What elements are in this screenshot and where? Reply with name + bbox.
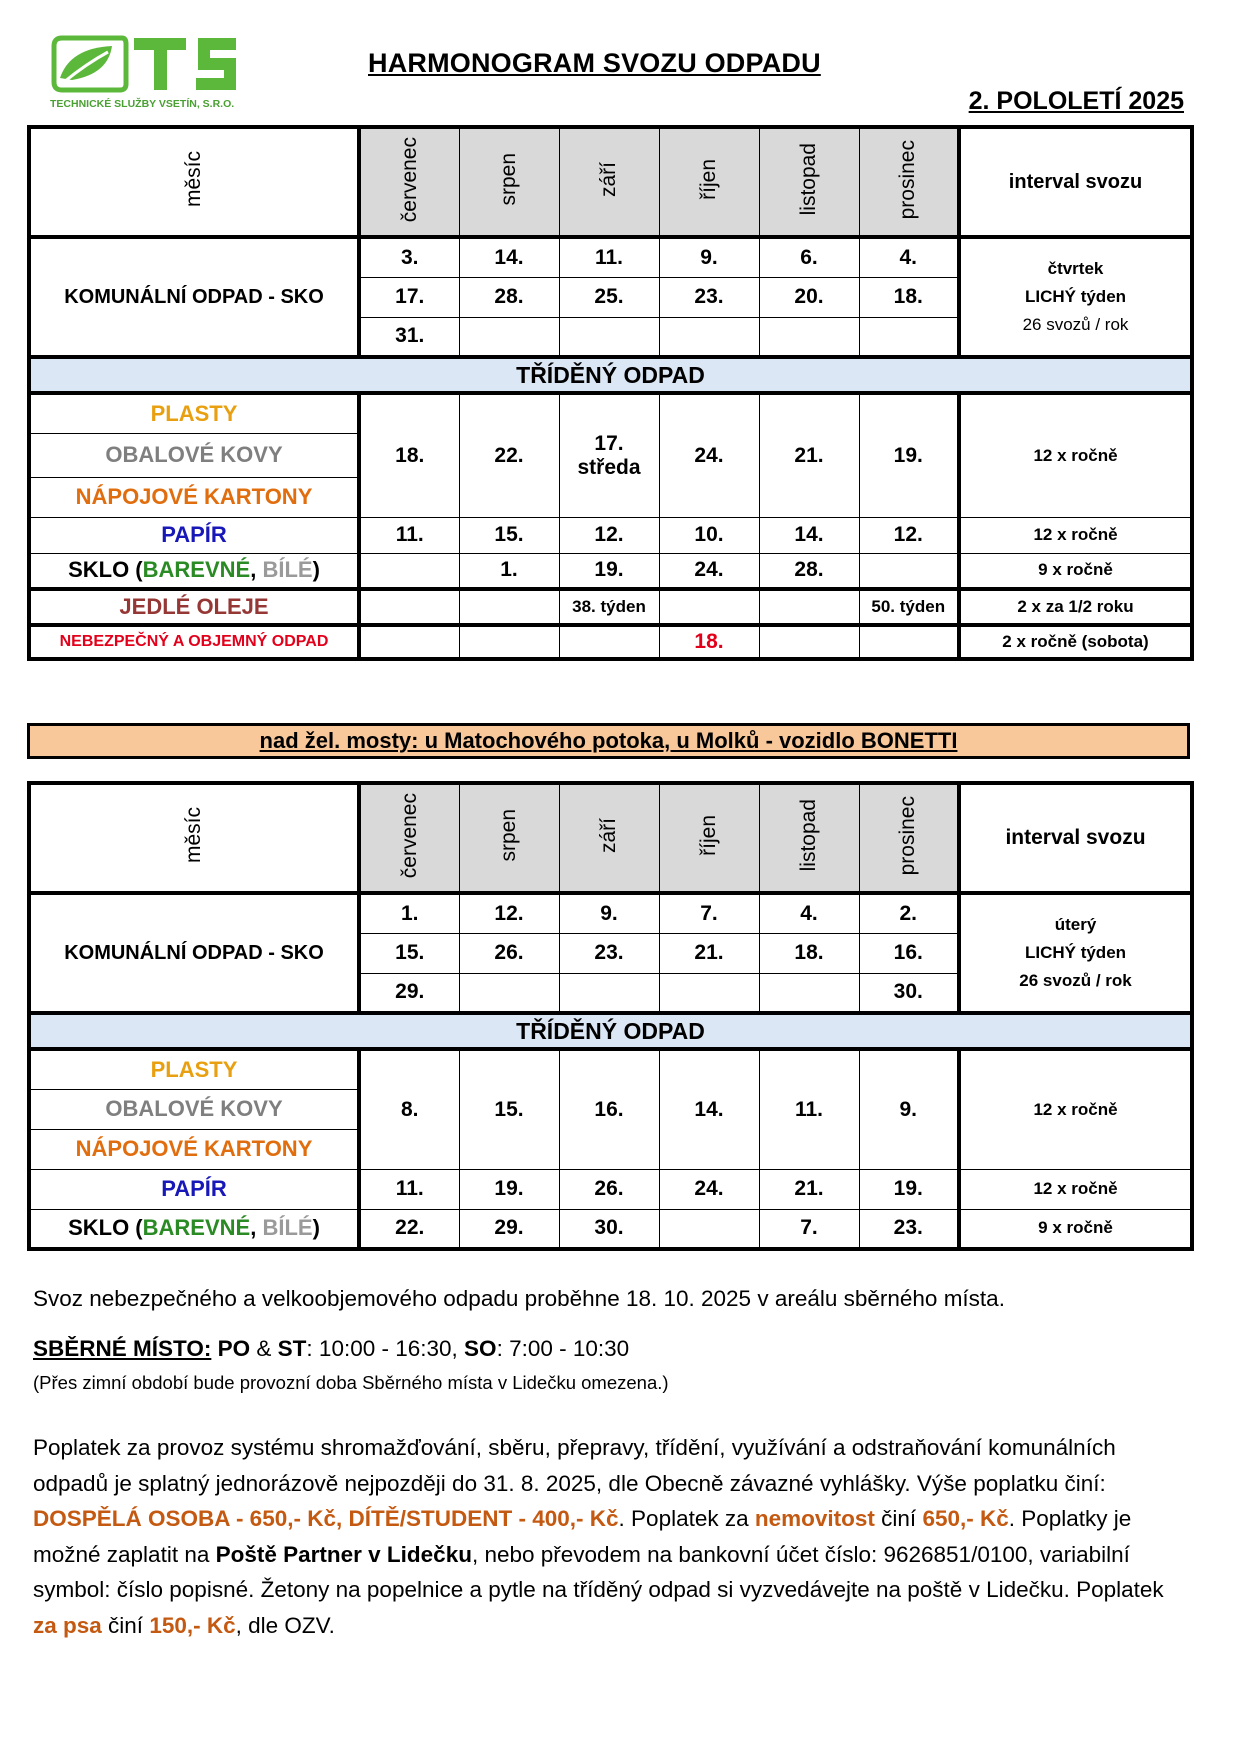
date-cell: 19. xyxy=(859,393,959,517)
oleje-label: JEDLÉ OLEJE xyxy=(29,589,359,625)
date-cell: 17. xyxy=(359,277,459,317)
collection-point-label: SBĚRNÉ MÍSTO: xyxy=(33,1336,212,1361)
date-cell xyxy=(559,625,659,659)
date-cell xyxy=(659,317,759,357)
page-subtitle: 2. POLOLETÍ 2025 xyxy=(968,87,1184,115)
date-cell: 11. xyxy=(359,517,459,553)
dog-fee: 150,- Kč xyxy=(149,1612,236,1638)
date-cell xyxy=(859,553,959,589)
date-cell: 4. xyxy=(759,893,859,933)
date-cell: 22. xyxy=(359,1209,459,1249)
bonetti-banner: nad žel. mosty: u Matochového potoka, u Molků - vozidlo BONETTI xyxy=(27,723,1190,759)
date-cell xyxy=(859,625,959,659)
date-cell: 18. xyxy=(759,933,859,973)
date-cell xyxy=(559,317,659,357)
date-cell: 6. xyxy=(759,237,859,277)
plasty-label: PLASTY xyxy=(29,1049,359,1089)
date-cell: 16. xyxy=(859,933,959,973)
collection-point-hours: SBĚRNÉ MÍSTO: PO & ST: 10:00 - 16:30, SO: 7:00 - 10:30 xyxy=(33,1336,630,1361)
kovy-label: OBALOVÉ KOVY xyxy=(29,1089,359,1129)
month-header: prosinec xyxy=(859,127,959,237)
sko-interval xyxy=(959,237,1192,357)
date-value: 17. xyxy=(594,431,624,455)
month-header: září xyxy=(559,127,659,237)
kartony-label: NÁPOJOVÉ KARTONY xyxy=(29,1129,359,1169)
sko-label: KOMUNÁLNÍ ODPAD - SKO xyxy=(29,237,359,357)
date-cell xyxy=(659,973,759,1013)
interval-header: interval svozu xyxy=(959,127,1192,237)
date-cell xyxy=(559,393,659,517)
date-cell: 24. xyxy=(659,553,759,589)
company-logo xyxy=(50,34,270,124)
interval-week: LICHÝ týden xyxy=(1024,287,1127,306)
date-cell: 28. xyxy=(459,277,559,317)
sko-interval xyxy=(959,893,1192,1013)
post-office: Poště Partner v Lidečku xyxy=(215,1541,472,1567)
date-cell: 38. týden xyxy=(559,589,659,625)
logo-company-name: TECHNICKÉ SLUŽBY VSETÍN, S.R.O. xyxy=(50,98,235,110)
interval-count: 26 svozů / rok xyxy=(1022,315,1129,334)
logo-graphic xyxy=(50,34,270,124)
date-cell xyxy=(759,625,859,659)
date-cell xyxy=(359,589,459,625)
month-header: prosinec xyxy=(859,783,959,893)
nebezpecny-label: NEBEZPEČNÝ A OBJEMNÝ ODPAD xyxy=(29,625,359,659)
date-cell: 26. xyxy=(459,933,559,973)
date-cell: 14. xyxy=(459,237,559,277)
date-cell: 14. xyxy=(659,1049,759,1169)
date-cell: 16. xyxy=(559,1049,659,1169)
date-cell xyxy=(459,625,559,659)
date-cell: 12. xyxy=(459,893,559,933)
month-header: červenec xyxy=(359,127,459,237)
date-cell: 26. xyxy=(559,1169,659,1209)
sklo-label: SKLO (BAREVNÉ, BÍLÉ) xyxy=(29,1209,359,1249)
date-cell: 11. xyxy=(359,1169,459,1209)
date-cell: 15. xyxy=(359,933,459,973)
papir-interval: 12 x ročně xyxy=(959,1169,1192,1209)
date-cell: 12. xyxy=(859,517,959,553)
property-fee: 650,- Kč xyxy=(922,1506,1009,1531)
sko-label: KOMUNÁLNÍ ODPAD - SKO xyxy=(29,893,359,1013)
kartony-label: NÁPOJOVÉ KARTONY xyxy=(29,477,359,517)
date-cell: 11. xyxy=(759,1049,859,1169)
papir-label: PAPÍR xyxy=(29,517,359,553)
interval-header: interval svozu xyxy=(959,783,1192,893)
interval-count: 26 svozů / rok xyxy=(1019,971,1132,990)
date-cell: 7. xyxy=(659,893,759,933)
month-header: srpen xyxy=(459,127,559,237)
plasty-label: PLASTY xyxy=(29,393,359,433)
date-cell: 18. xyxy=(859,277,959,317)
date-cell: 9. xyxy=(659,237,759,277)
kovy-label: OBALOVÉ KOVY xyxy=(29,433,359,477)
date-cell: 2. xyxy=(859,893,959,933)
month-header-label: měsíc xyxy=(29,127,359,237)
date-cell: 23. xyxy=(559,933,659,973)
schedule-table-2 xyxy=(27,781,1194,1251)
date-cell: 8. xyxy=(359,1049,459,1169)
sklo-interval: 9 x ročně xyxy=(959,553,1192,589)
page-title: HARMONOGRAM SVOZU ODPADU xyxy=(368,48,821,78)
date-cell xyxy=(459,973,559,1013)
papir-interval: 12 x ročně xyxy=(959,517,1192,553)
date-cell: 24. xyxy=(659,1169,759,1209)
sorted-waste-band: TŘÍDĚNÝ ODPAD xyxy=(29,357,1192,393)
date-cell: 1. xyxy=(459,553,559,589)
date-cell: 9. xyxy=(859,1049,959,1169)
date-cell: 30. xyxy=(559,1209,659,1249)
date-cell: 50. týden xyxy=(859,589,959,625)
date-cell xyxy=(659,589,759,625)
interval-day: úterý xyxy=(1054,915,1097,934)
date-cell: 19. xyxy=(559,553,659,589)
interval-week: LICHÝ týden xyxy=(1024,943,1127,962)
date-cell: 12. xyxy=(559,517,659,553)
nebezpecny-interval: 2 x ročně (sobota) xyxy=(959,625,1192,659)
date-cell: 31. xyxy=(359,317,459,357)
date-cell: 30. xyxy=(859,973,959,1013)
date-cell: 21. xyxy=(659,933,759,973)
sorted-waste-band: TŘÍDĚNÝ ODPAD xyxy=(29,1013,1192,1049)
date-cell: 14. xyxy=(759,517,859,553)
date-cell: 19. xyxy=(859,1169,959,1209)
date-cell: 9. xyxy=(559,893,659,933)
date-cell xyxy=(759,973,859,1013)
date-cell: 29. xyxy=(359,973,459,1013)
schedule-table-1 xyxy=(27,125,1194,661)
date-cell xyxy=(759,589,859,625)
date-cell: 10. xyxy=(659,517,759,553)
month-header: červenec xyxy=(359,783,459,893)
sklo-interval: 9 x ročně xyxy=(959,1209,1192,1249)
date-cell: 3. xyxy=(359,237,459,277)
plasty-interval: 12 x ročně xyxy=(959,393,1192,517)
date-cell: 24. xyxy=(659,393,759,517)
date-cell: 21. xyxy=(759,393,859,517)
month-header-label: měsíc xyxy=(29,783,359,893)
property-label: nemovitost xyxy=(754,1506,875,1531)
sklo-label: SKLO (BAREVNÉ, BÍLÉ) xyxy=(29,553,359,589)
date-cell xyxy=(759,317,859,357)
date-cell: 23. xyxy=(659,277,759,317)
date-cell: 29. xyxy=(459,1209,559,1249)
date-cell: 25. xyxy=(559,277,659,317)
month-header: srpen xyxy=(459,783,559,893)
date-cell: 4. xyxy=(859,237,959,277)
date-cell: 11. xyxy=(559,237,659,277)
weekday-note: středa xyxy=(577,455,641,479)
date-cell: 15. xyxy=(459,517,559,553)
date-cell xyxy=(859,317,959,357)
date-cell xyxy=(359,553,459,589)
hazardous-waste-note: Svoz nebezpečného a velkoobjemového odpadu proběhne 18. 10. 2025 v areálu sběrného místa. xyxy=(33,1286,1005,1311)
date-cell xyxy=(459,317,559,357)
winter-note: (Přes zimní období bude provozní doba Sběrného místa v Lidečku omezena.) xyxy=(33,1372,669,1393)
month-header: listopad xyxy=(759,127,859,237)
date-cell: 22. xyxy=(459,393,559,517)
month-header: říjen xyxy=(659,783,759,893)
date-cell xyxy=(559,973,659,1013)
fee-paragraph: Poplatek za provoz systému shromažďování, sběru, přepravy, třídění, využívání a odstraňování komunálních odpadů je splatný jednorázově nejpozději do 31. 8. 2025, dle Obecně závazné vyhlášky. Výše poplatku činí: DOSPĚLÁ OSOBA - 650,- Kč, DÍTĚ/STUDENT - 400,- Kč. Poplatek za nemovitost činí 650,- Kč. Poplatky je možné zaplatit na Poště Partner v Lidečku, nebo převodem na bankovní účet číslo: 9626851/0100, variabilní symbol: číslo popisné. Žetony na popelnice a pytle na tříděný odpad si vyzvedávejte na poště v Lidečku. Poplatek za psa činí 150,- Kč, dle OZV. xyxy=(33,1435,1164,1638)
month-header: listopad xyxy=(759,783,859,893)
date-cell: 23. xyxy=(859,1209,959,1249)
month-header: září xyxy=(559,783,659,893)
date-cell: 19. xyxy=(459,1169,559,1209)
adult-fee: DOSPĚLÁ OSOBA - 650,- Kč xyxy=(33,1506,336,1531)
date-cell: 28. xyxy=(759,553,859,589)
date-cell xyxy=(459,589,559,625)
date-cell: 18. xyxy=(659,625,759,659)
oleje-interval: 2 x za 1/2 roku xyxy=(959,589,1192,625)
date-cell: 7. xyxy=(759,1209,859,1249)
dog-label: za psa xyxy=(33,1612,102,1638)
date-cell: 21. xyxy=(759,1169,859,1209)
plasty-interval: 12 x ročně xyxy=(959,1049,1192,1169)
child-fee: DÍTĚ/STUDENT - 400,- Kč xyxy=(348,1506,619,1531)
date-cell xyxy=(359,625,459,659)
date-cell xyxy=(659,1209,759,1249)
date-cell: 18. xyxy=(359,393,459,517)
papir-label: PAPÍR xyxy=(29,1169,359,1209)
date-cell: 20. xyxy=(759,277,859,317)
month-header: říjen xyxy=(659,127,759,237)
date-cell: 1. xyxy=(359,893,459,933)
date-cell: 15. xyxy=(459,1049,559,1169)
interval-day: čtvrtek xyxy=(1047,259,1104,278)
